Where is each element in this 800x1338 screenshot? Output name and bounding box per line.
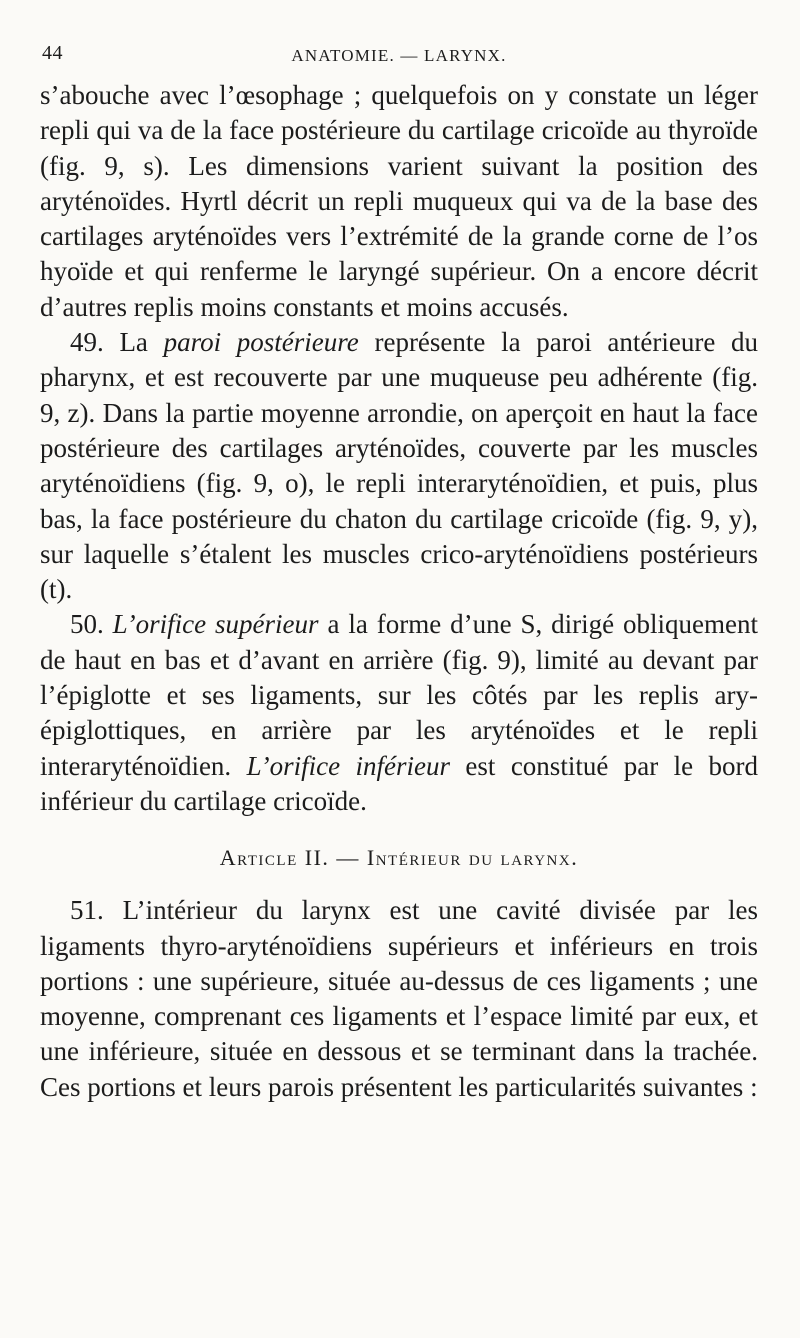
paragraph-number: 49. <box>70 327 104 358</box>
emphasis-term: L’orifice inférieur <box>246 750 450 781</box>
running-head: ANATOMIE. — LARYNX. <box>291 46 507 65</box>
paragraph-text: L’intérieur du larynx est une cavité divisée par les ligaments thyro-aryténoïdiens supérieurs et inférieurs en trois portions : une supérieure, située au-dessus de ces ligaments ; une moyenne, comprenant ces ligaments et l’espace limité par eux, et une inférieure, située en dessous et se terminant dans la trachée. Ces portions et leurs parois présentent les particularités suivantes : <box>40 895 758 1102</box>
paragraph-intro <box>40 78 758 325</box>
book-page <box>40 30 758 1330</box>
article-heading: Article II. — Intérieur du larynx. <box>219 845 579 871</box>
paragraph-text: s’abouche avec l’œsophage ; quelquefois on y constate un léger repli qui va de la face postérieure du cartilage cricoïde au thyroïde (fig. 9, s). Les dimensions varient suivant la position des aryténoïdes. Hyrtl décrit un repli muqueux qui va de la base des cartilages aryténoïdes vers l’extrémité de la grande corne de l’os hyoïde et qui renferme le laryngé supérieur. On a encore décrit d’autres replis moins constants et moins accusés. <box>40 80 758 322</box>
emphasis-term: paroi postérieure <box>163 327 359 358</box>
paragraph-text: représente la paroi antérieure du pharynx, et est recouverte par une muqueuse peu adhérente (fig. 9, z). Dans la partie moyenne arrondie, on aperçoit en haut la face postérieure des cartilages aryténoïdes, couverte par les muscles aryténoïdiens (fig. 9, o), le repli interaryténoïdien, et puis, plus bas, la face postérieure du chaton du cartilage cricoïde (fig. 9, y), sur laquelle s’étalent les muscles crico-aryténoïdiens postérieurs (t). <box>40 327 759 605</box>
paragraph-50 <box>40 607 758 819</box>
page-header <box>40 36 758 70</box>
paragraph-number: 51. <box>70 895 104 926</box>
paragraph-49 <box>40 325 758 607</box>
paragraph-51 <box>40 893 758 1105</box>
paragraph-number: 50. <box>70 609 104 640</box>
emphasis-term: L’orifice supérieur <box>112 609 319 640</box>
body-text <box>40 78 758 1105</box>
paragraph-text: a la forme d’une S, dirigé obliquement de haut en bas et d’avant en arrière (fig. 9), limité au devant par l’épiglotte et ses ligaments, sur les côtés par les replis ary-épiglottiques, en arrière par les aryténoïdes et le repli interaryténoïdien. <box>40 609 758 781</box>
page-number: 44 <box>42 42 63 64</box>
paragraph-text: est constitué par le bord inférieur du cartilage cricoïde. <box>40 750 758 816</box>
paragraph-text: La <box>119 327 148 358</box>
